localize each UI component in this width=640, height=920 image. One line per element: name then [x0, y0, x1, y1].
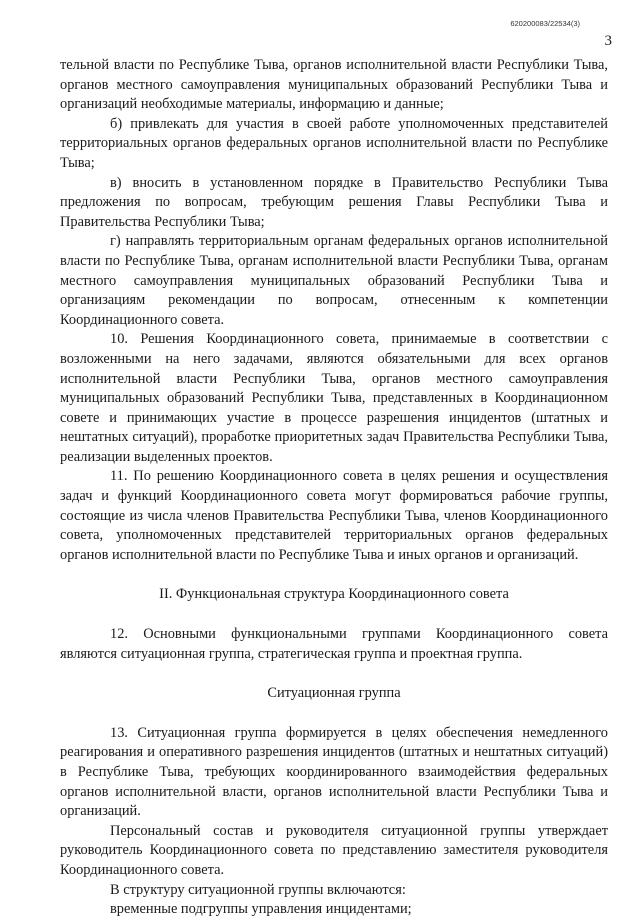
paragraph: г) направлять территориальным органам федеральных органов исполнительной власти по Республике Тыва, органам исполнительной власти Республики Тыва, органам местного самоуправления муниципальных образований Республики Тыва и организациям рекомендации по вопросам, отнесенным к компетенции Координационного совета. [60, 233, 608, 328]
paragraph: 12. Основными функциональными группами Координационного совета являются ситуационная группа, стратегическая группа и проектная группа. [60, 626, 608, 662]
paragraph: Персональный состав и руководителя ситуационной группы утверждает руководитель Координационного совета по представлению заместителя руководителя Координационного совета. [60, 822, 608, 878]
paragraph: тельной власти по Республике Тыва, органов исполнительной власти Республики Тыва, органов местного самоуправления муниципальных образований Республики Тыва и организаций необходимые материалы, информацию и данные; [60, 57, 608, 113]
page-number: 3 [604, 33, 612, 49]
paragraph: временные подгруппы управления инцидентами; [110, 901, 412, 918]
paragraph: В структуру ситуационной группы включаются: [110, 881, 406, 898]
paragraph: 13. Ситуационная группа формируется в целях обеспечения немедленного реагирования и оперативного разрешения инцидентов (штатных и нештатных ситуаций) в Республике Тыва, требующих координированного взаимодействия федеральных органов исполнительной власти, органов исполнительной власти Республики Тыва и организаций. [60, 724, 608, 820]
subsection-heading: Ситуационная группа [267, 685, 401, 702]
paragraph: б) привлекать для участия в своей работе уполномоченных представителей территориальных органов федеральных органов исполнительной власти по Республике Тыва; [60, 115, 608, 171]
document-id: 620200083/22534(3) [510, 19, 580, 28]
section-heading: II. Функциональная структура Координационного совета [159, 586, 509, 603]
paragraph: в) вносить в установленном порядке в Правительство Республики Тыва предложения по вопросам, требующим решения Главы Республики Тыва и Правительства Республики Тыва; [60, 174, 608, 230]
paragraph: 11. По решению Координационного совета в целях решения и осуществления задач и функций Координационного совета могут формироваться рабочие группы, состоящие из числа членов Правительства Республики Тыва, членов Координационного совета, уполномоченных представителей территориальных органов федеральных органов исполнительной власти по Республике Тыва и иных органов и организаций. [60, 468, 608, 563]
paragraph: 10. Решения Координационного совета, принимаемые в соответствии с возложенными на него задачами, являются обязательными для всех органов исполнительной власти Республики Тыва, органов местного самоуправления муниципальных образований Республики Тыва, представленных в Координационном совете и принимающих участие в процессе разрешения инцидентов (штатных и нештатных ситуаций), проработке приоритетных задач Правительства Республики Тыва, реализации выделенных проектов. [60, 331, 608, 465]
document-body [60, 56, 608, 920]
